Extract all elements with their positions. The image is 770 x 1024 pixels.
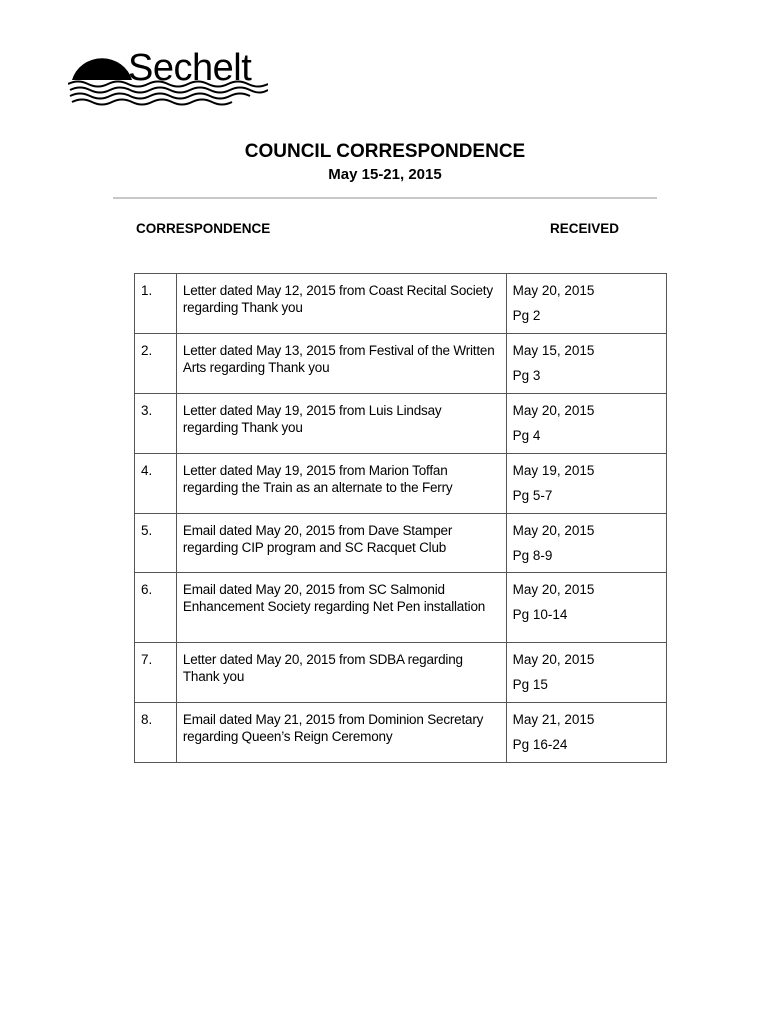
page-reference: Pg 8-9 bbox=[512, 548, 553, 563]
row-description: Letter dated May 13, 2015 from Festival of the Written Arts regarding Thank you bbox=[176, 334, 506, 394]
received-date: May 21, 2015 bbox=[512, 712, 595, 727]
row-description: Letter dated May 12, 2015 from Coast Recital Society regarding Thank you bbox=[176, 274, 506, 334]
row-number: 3. bbox=[135, 394, 177, 454]
row-number: 7. bbox=[135, 643, 177, 703]
received-date: May 19, 2015 bbox=[512, 463, 595, 478]
received-date: May 20, 2015 bbox=[512, 652, 595, 667]
received-date: May 15, 2015 bbox=[512, 343, 595, 358]
row-number: 8. bbox=[135, 703, 177, 763]
received-date: May 20, 2015 bbox=[512, 582, 595, 597]
received-date: May 20, 2015 bbox=[512, 403, 595, 418]
received-column-header: RECEIVED bbox=[550, 221, 620, 236]
row-received bbox=[506, 514, 666, 573]
table-row bbox=[135, 643, 667, 703]
page-subtitle: May 15-21, 2015 bbox=[328, 166, 442, 183]
table-row bbox=[135, 274, 667, 334]
row-description: Letter dated May 20, 2015 from SDBA regarding Thank you bbox=[176, 643, 506, 703]
page-reference: Pg 4 bbox=[512, 428, 541, 443]
row-description: Email dated May 20, 2015 from Dave Stamper regarding CIP program and SC Racquet Club bbox=[176, 514, 506, 573]
page-reference: Pg 3 bbox=[512, 368, 541, 383]
row-number: 2. bbox=[135, 334, 177, 394]
row-received bbox=[506, 703, 666, 763]
page-title: COUNCIL CORRESPONDENCE bbox=[244, 141, 526, 162]
received-date: May 20, 2015 bbox=[512, 523, 595, 538]
row-received bbox=[506, 573, 666, 643]
page-reference: Pg 16-24 bbox=[512, 737, 568, 752]
row-received bbox=[506, 394, 666, 454]
page-reference: Pg 5-7 bbox=[512, 488, 553, 503]
row-description: Letter dated May 19, 2015 from Marion Toffan regarding the Train as an alternate to the Ferry bbox=[176, 454, 506, 514]
sechelt-logo bbox=[68, 48, 278, 108]
header-divider bbox=[113, 197, 657, 199]
page-reference: Pg 10-14 bbox=[512, 607, 568, 622]
page-reference: Pg 2 bbox=[512, 308, 541, 323]
received-date: May 20, 2015 bbox=[512, 283, 595, 298]
table-row bbox=[135, 394, 667, 454]
table-row bbox=[135, 514, 667, 573]
table-row bbox=[135, 454, 667, 514]
row-description: Letter dated May 19, 2015 from Luis Lindsay regarding Thank you bbox=[176, 394, 506, 454]
table-row bbox=[135, 573, 667, 643]
row-received bbox=[506, 334, 666, 394]
correspondence-column-header: CORRESPONDENCE bbox=[136, 221, 271, 236]
table-row bbox=[135, 334, 667, 394]
correspondence-table bbox=[134, 273, 667, 763]
table-row bbox=[135, 703, 667, 763]
row-received bbox=[506, 454, 666, 514]
row-number: 5. bbox=[135, 514, 177, 573]
row-description: Email dated May 20, 2015 from SC Salmonid Enhancement Society regarding Net Pen installation bbox=[176, 573, 506, 643]
row-number: 6. bbox=[135, 573, 177, 643]
logo-wordmark: Sechelt bbox=[128, 47, 252, 89]
page-reference: Pg 15 bbox=[512, 677, 548, 692]
row-received bbox=[506, 274, 666, 334]
row-number: 4. bbox=[135, 454, 177, 514]
row-received bbox=[506, 643, 666, 703]
row-number: 1. bbox=[135, 274, 177, 334]
row-description: Email dated May 21, 2015 from Dominion Secretary regarding Queen’s Reign Ceremony bbox=[176, 703, 506, 763]
